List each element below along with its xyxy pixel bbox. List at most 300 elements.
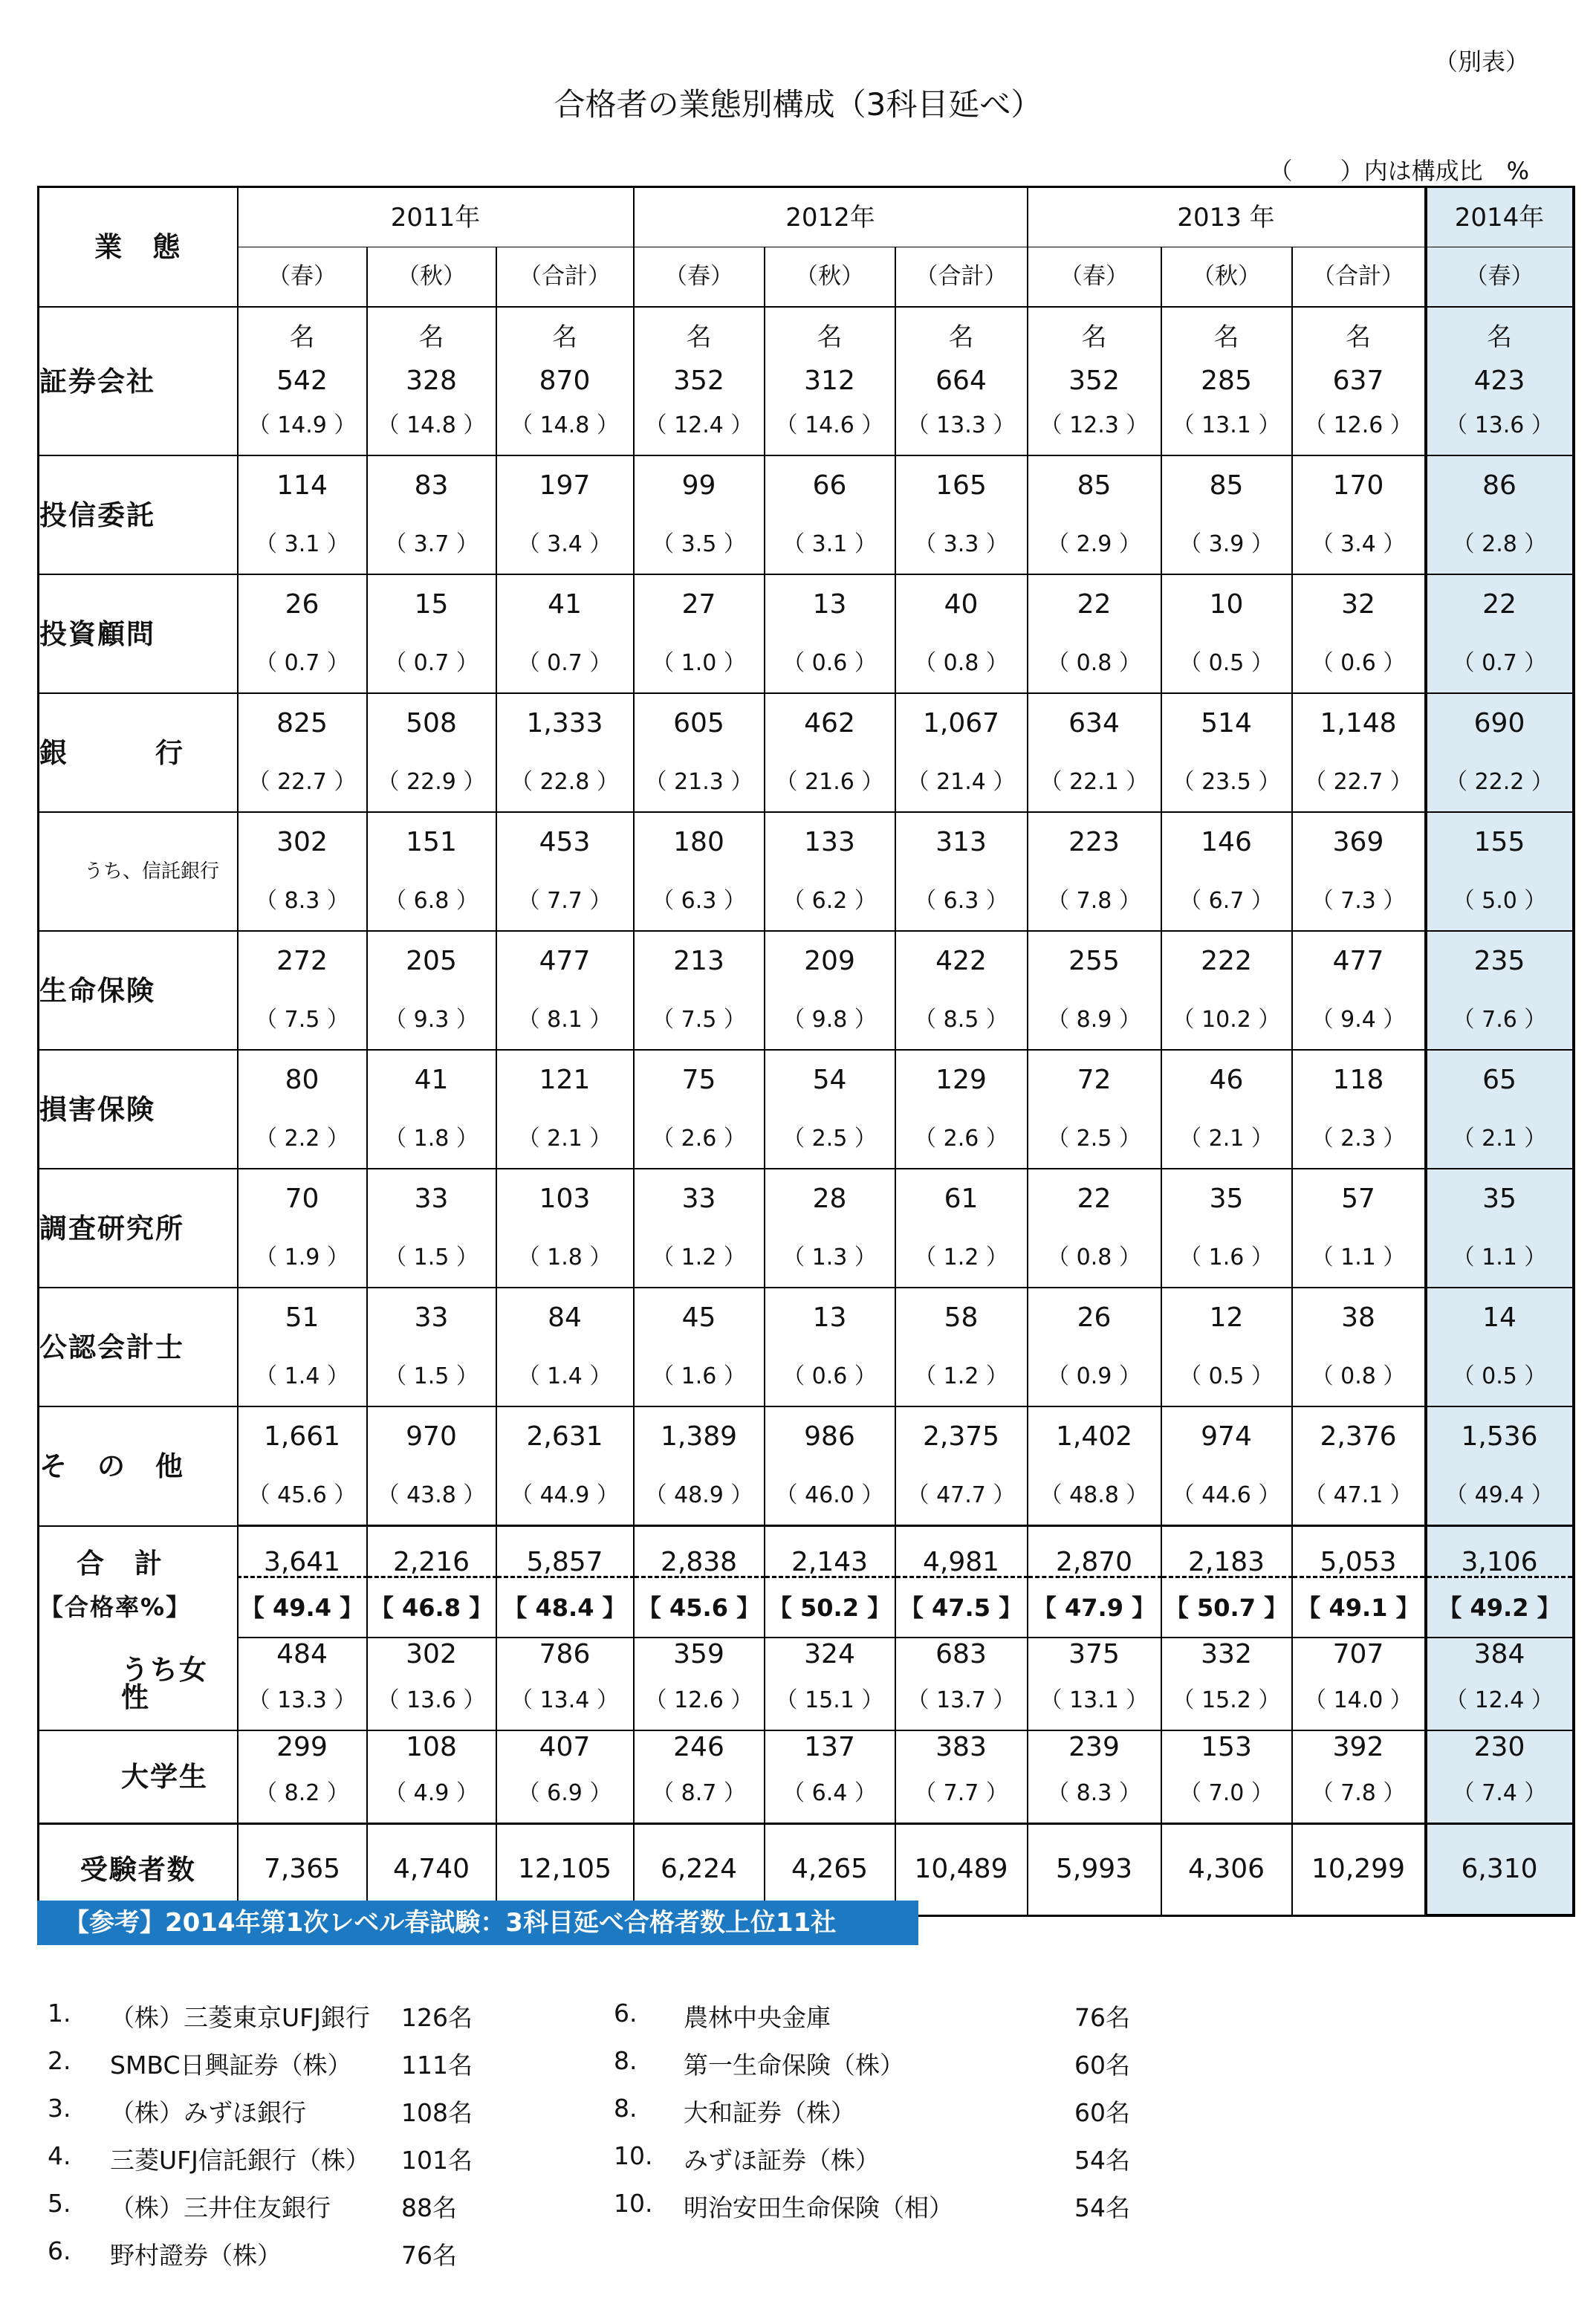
header-season: （合計） [895, 247, 1028, 308]
ratio-value: 0.8 [1340, 1363, 1376, 1389]
value-cell: 299 [238, 1730, 367, 1764]
ratio-value: 3.1 [811, 530, 848, 557]
table-row [39, 455, 1574, 515]
value-cell: 10 [1161, 574, 1292, 634]
value-cell: 197 [496, 455, 634, 515]
category-label: 生命保険 [39, 931, 238, 1050]
reference-title: 【参考】2014年第1次レベル春試験：3科目延べ合格者数上位11社 [37, 1901, 918, 1945]
pass-rate-value: 46.8 [402, 1593, 461, 1622]
ratio-cell: （ 3.1 ） [238, 515, 367, 574]
ratio-value: 14.8 [539, 412, 590, 438]
table-row [39, 931, 1574, 990]
ratio-value: 7.4 [1482, 1779, 1517, 1806]
value-cell: 2,631 [496, 1406, 634, 1466]
ratio-cell: （ 5.0 ） [1426, 872, 1574, 931]
ratio-cell: （ 14.0 ） [1292, 1671, 1426, 1730]
ratio-value: 1.1 [1340, 1244, 1376, 1270]
students-label: 大学生 [39, 1730, 238, 1824]
ratio-cell: （ 0.5 ） [1161, 1347, 1292, 1406]
ratio-cell: （ 8.7 ） [634, 1764, 765, 1824]
table-row [39, 990, 1574, 1050]
ratio-value: 1.2 [943, 1244, 979, 1270]
table-row [39, 187, 1574, 247]
value-cell: 51 [238, 1288, 367, 1347]
value-cell: 1,067 [895, 693, 1028, 753]
ratio-value: 0.7 [1482, 649, 1517, 676]
ratio-cell: （ 12.4 ） [1426, 1671, 1574, 1730]
value-cell: 28 [765, 1169, 895, 1228]
ratio-value: 9.3 [413, 1006, 450, 1033]
table-row [39, 872, 1574, 931]
header-season: （秋） [1161, 247, 1292, 308]
reference-rank: 8. [614, 2094, 638, 2123]
unit-label: 名 [1292, 307, 1426, 366]
value-cell: 41 [367, 1050, 496, 1109]
value-cell: 33 [634, 1169, 765, 1228]
reference-name: 大和証券（株） [684, 2098, 855, 2127]
examinees-cell: 6,310 [1426, 1824, 1574, 1916]
ratio-value: 1.2 [681, 1244, 717, 1270]
header-category: 業 態 [39, 187, 238, 308]
ratio-value: 48.8 [1069, 1481, 1119, 1508]
ratio-cell: （ 1.6 ） [1161, 1228, 1292, 1288]
value-cell: 246 [634, 1730, 765, 1764]
reference-count: 126名 [401, 2003, 473, 2032]
ratio-cell: （ 2.6 ） [634, 1109, 765, 1169]
ratio-cell: （ 2.1 ） [496, 1109, 634, 1169]
table-row [39, 1466, 1574, 1526]
reference-rank: 10. [614, 2141, 653, 2170]
table-row [39, 1406, 1574, 1466]
ratio-value: 1.3 [811, 1244, 848, 1270]
ratio-value: 5.0 [1482, 887, 1517, 914]
value-cell: 392 [1292, 1730, 1426, 1764]
ratio-value: 7.3 [1340, 887, 1376, 914]
table-row [39, 366, 1574, 396]
ratio-value: 9.8 [811, 1006, 848, 1033]
ratio-value: 48.9 [674, 1481, 724, 1508]
ratio-value: 8.5 [943, 1006, 979, 1033]
ratio-cell: （ 10.2 ） [1161, 990, 1292, 1050]
ratio-value: 6.3 [943, 887, 979, 914]
header-season: （春） [1028, 247, 1161, 308]
value-cell: 369 [1292, 812, 1426, 872]
value-cell: 86 [1426, 455, 1574, 515]
value-cell: 462 [765, 693, 895, 753]
category-label: 調査研究所 [39, 1169, 238, 1288]
ratio-cell: （ 13.6 ） [367, 1671, 496, 1730]
table-row [39, 1577, 1574, 1638]
value-cell: 32 [1292, 574, 1426, 634]
ratio-value: 12.6 [674, 1687, 724, 1713]
ratio-value: 46.0 [805, 1481, 854, 1508]
ratio-cell: （ 21.6 ） [765, 753, 895, 812]
table-row [39, 753, 1574, 812]
value-cell: 312 [765, 366, 895, 396]
value-cell: 70 [238, 1169, 367, 1228]
ratio-value: 0.6 [811, 1363, 848, 1389]
ratio-cell: （ 13.7 ） [895, 1671, 1028, 1730]
reference-count: 60名 [1074, 2098, 1130, 2127]
ratio-cell: （ 0.5 ） [1426, 1347, 1574, 1406]
value-cell: 786 [496, 1638, 634, 1671]
reference-count: 76名 [401, 2241, 457, 2270]
value-cell: 38 [1292, 1288, 1426, 1347]
ratio-cell: （ 48.8 ） [1028, 1466, 1161, 1526]
ratio-cell: （ 7.0 ） [1161, 1764, 1292, 1824]
ratio-value: 7.6 [1482, 1006, 1517, 1033]
ratio-cell: （ 48.9 ） [634, 1466, 765, 1526]
ratio-cell: （ 22.9 ） [367, 753, 496, 812]
ratio-value: 13.3 [936, 412, 986, 438]
table-row [39, 1109, 1574, 1169]
header-year: 2013 年 [1028, 187, 1426, 247]
ratio-cell: （ 7.5 ） [634, 990, 765, 1050]
reference-count: 88名 [401, 2193, 457, 2222]
ratio-value: 3.4 [547, 530, 583, 557]
reference-rank: 2. [48, 2046, 71, 2075]
value-cell: 99 [634, 455, 765, 515]
ratio-value: 8.2 [284, 1779, 320, 1806]
ratio-cell: （ 2.8 ） [1426, 515, 1574, 574]
category-label: 投信委託 [39, 455, 238, 574]
ratio-value: 14.9 [277, 412, 327, 438]
ratio-cell: （ 22.7 ） [238, 753, 367, 812]
value-cell: 605 [634, 693, 765, 753]
value-cell: 170 [1292, 455, 1426, 515]
pass-rate-cell: 【 48.4 】 [496, 1577, 634, 1638]
header-year: 2011年 [238, 187, 634, 247]
ratio-cell: （ 2.1 ） [1426, 1109, 1574, 1169]
ratio-value: 0.9 [1076, 1363, 1112, 1389]
ratio-value: 0.6 [1340, 649, 1376, 676]
reference-count: 101名 [401, 2146, 473, 2175]
ratio-value: 13.1 [1069, 1687, 1119, 1713]
unit-label: 名 [765, 307, 895, 366]
ratio-cell: （ 9.4 ） [1292, 990, 1426, 1050]
ratio-cell: （ 22.1 ） [1028, 753, 1161, 812]
examinees-cell: 4,265 [765, 1824, 895, 1916]
value-cell: 477 [496, 931, 634, 990]
pass-rate-value: 48.4 [535, 1593, 594, 1622]
ratio-cell: （ 6.3 ） [634, 872, 765, 931]
value-cell: 15 [367, 574, 496, 634]
ratio-value: 0.6 [811, 649, 848, 676]
unit-note: （ ）内は構成比 % [1268, 157, 1529, 185]
value-cell: 384 [1426, 1638, 1574, 1671]
value-cell: 508 [367, 693, 496, 753]
ratio-value: 7.5 [681, 1006, 717, 1033]
total-cell: 2,143 [765, 1526, 895, 1577]
pass-rate-value: 45.6 [669, 1593, 728, 1622]
ratio-value: 6.3 [681, 887, 717, 914]
examinees-cell: 10,299 [1292, 1824, 1426, 1916]
value-cell: 22 [1426, 574, 1574, 634]
ratio-cell: （ 3.4 ） [1292, 515, 1426, 574]
ratio-value: 8.3 [1076, 1779, 1112, 1806]
value-cell: 12 [1161, 1288, 1292, 1347]
reference-count: 54名 [1074, 2193, 1130, 2222]
value-cell: 146 [1161, 812, 1292, 872]
value-cell: 664 [895, 366, 1028, 396]
ratio-value: 2.8 [1482, 530, 1517, 557]
value-cell: 80 [238, 1050, 367, 1109]
value-cell: 986 [765, 1406, 895, 1466]
ratio-value: 3.7 [413, 530, 450, 557]
unit-label: 名 [238, 307, 367, 366]
ratio-value: 13.4 [539, 1687, 590, 1713]
ratio-cell: （ 15.2 ） [1161, 1671, 1292, 1730]
ratio-value: 7.5 [284, 1006, 320, 1033]
ratio-value: 22.9 [406, 768, 456, 795]
ratio-cell: （ 8.1 ） [496, 990, 634, 1050]
ratio-cell: （ 44.9 ） [496, 1466, 634, 1526]
ratio-cell: （ 13.1 ） [1028, 1671, 1161, 1730]
reference-name: SMBC日興証券（株） [110, 2051, 352, 2080]
pass-rate-cell: 【 49.4 】 [238, 1577, 367, 1638]
ratio-value: 1.6 [681, 1363, 717, 1389]
ratio-value: 7.7 [547, 887, 583, 914]
ratio-value: 0.5 [1208, 1363, 1245, 1389]
table-row [39, 1050, 1574, 1109]
reference-count: 60名 [1074, 2051, 1130, 2080]
header-season: （秋） [367, 247, 496, 308]
pass-rate-cell: 【 50.7 】 [1161, 1577, 1292, 1638]
table-row [39, 1526, 1574, 1577]
ratio-value: 6.4 [811, 1779, 848, 1806]
value-cell: 223 [1028, 812, 1161, 872]
ratio-cell: （ 0.9 ） [1028, 1347, 1161, 1406]
value-cell: 114 [238, 455, 367, 515]
ratio-cell: （ 13.3 ） [895, 396, 1028, 455]
value-cell: 542 [238, 366, 367, 396]
examinees-cell: 6,224 [634, 1824, 765, 1916]
ratio-value: 2.6 [943, 1125, 979, 1152]
pass-rate-cell: 【 47.5 】 [895, 1577, 1028, 1638]
ratio-cell: （ 45.6 ） [238, 1466, 367, 1526]
ratio-value: 2.1 [1208, 1125, 1245, 1152]
ratio-value: 2.9 [1076, 530, 1112, 557]
ratio-value: 2.1 [1482, 1125, 1517, 1152]
ratio-cell: （ 13.1 ） [1161, 396, 1292, 455]
ratio-cell: （ 1.4 ） [238, 1347, 367, 1406]
value-cell: 103 [496, 1169, 634, 1228]
ratio-value: 9.4 [1340, 1006, 1376, 1033]
ratio-cell: （ 3.7 ） [367, 515, 496, 574]
header-year: 2014年 [1426, 187, 1574, 247]
ratio-cell: （ 0.8 ） [895, 634, 1028, 693]
ratio-value: 1.4 [284, 1363, 320, 1389]
pass-rate-value: 49.1 [1329, 1593, 1388, 1622]
value-cell: 137 [765, 1730, 895, 1764]
category-label: 損害保険 [39, 1050, 238, 1169]
ratio-cell: （ 0.5 ） [1161, 634, 1292, 693]
ratio-cell: （ 6.3 ） [895, 872, 1028, 931]
pass-rate-value: 49.2 [1470, 1593, 1529, 1622]
ratio-cell: （ 2.5 ） [1028, 1109, 1161, 1169]
ratio-value: 22.7 [1333, 768, 1383, 795]
ratio-value: 22.1 [1069, 768, 1119, 795]
value-cell: 324 [765, 1638, 895, 1671]
value-cell: 2,376 [1292, 1406, 1426, 1466]
unit-label: 名 [1161, 307, 1292, 366]
ratio-value: 22.7 [277, 768, 327, 795]
ratio-cell: （ 1.5 ） [367, 1228, 496, 1288]
table-row [39, 574, 1574, 634]
ratio-value: 22.8 [539, 768, 590, 795]
value-cell: 383 [895, 1730, 1028, 1764]
reference-name: 第一生命保険（株） [684, 2051, 904, 2080]
ratio-cell: （ 44.6 ） [1161, 1466, 1292, 1526]
value-cell: 22 [1028, 574, 1161, 634]
value-cell: 83 [367, 455, 496, 515]
ratio-value: 1.5 [413, 1244, 450, 1270]
ratio-cell: （ 8.9 ） [1028, 990, 1161, 1050]
total-cell: 5,857 [496, 1526, 634, 1577]
value-cell: 108 [367, 1730, 496, 1764]
ratio-value: 2.3 [1340, 1125, 1376, 1152]
value-cell: 35 [1161, 1169, 1292, 1228]
ratio-cell: （ 1.4 ） [496, 1347, 634, 1406]
value-cell: 22 [1028, 1169, 1161, 1228]
unit-label: 名 [1426, 307, 1574, 366]
ratio-cell: （ 46.0 ） [765, 1466, 895, 1526]
ratio-cell: （ 1.6 ） [634, 1347, 765, 1406]
ratio-cell: （ 2.9 ） [1028, 515, 1161, 574]
total-cell: 3,641 [238, 1526, 367, 1577]
ratio-cell: （ 0.7 ） [1426, 634, 1574, 693]
value-cell: 1,333 [496, 693, 634, 753]
reference-rank: 6. [48, 2236, 71, 2265]
reference-name: みずほ証券（株） [684, 2146, 880, 2175]
women-label: うち女 性 [39, 1638, 238, 1730]
ratio-value: 2.6 [681, 1125, 717, 1152]
pass-rate-cell: 【 49.2 】 [1426, 1577, 1574, 1638]
ratio-cell: （ 47.7 ） [895, 1466, 1028, 1526]
total-cell: 2,870 [1028, 1526, 1161, 1577]
value-cell: 707 [1292, 1638, 1426, 1671]
ratio-value: 13.7 [936, 1687, 986, 1713]
value-cell: 14 [1426, 1288, 1574, 1347]
value-cell: 205 [367, 931, 496, 990]
ratio-cell: （ 12.4 ） [634, 396, 765, 455]
examinees-label: 受験者数 [39, 1824, 238, 1916]
value-cell: 40 [895, 574, 1028, 634]
ratio-cell: （ 8.2 ） [238, 1764, 367, 1824]
reference-rank: 5. [48, 2189, 71, 2218]
total-cell: 5,053 [1292, 1526, 1426, 1577]
reference-name: 三菱UFJ信託銀行（株） [110, 2146, 370, 2175]
ratio-value: 0.7 [413, 649, 450, 676]
ratio-cell: （ 14.8 ） [367, 396, 496, 455]
ratio-cell: （ 6.4 ） [765, 1764, 895, 1824]
ratio-cell: （ 49.4 ） [1426, 1466, 1574, 1526]
value-cell: 41 [496, 574, 634, 634]
value-cell: 180 [634, 812, 765, 872]
value-cell: 35 [1426, 1169, 1574, 1228]
examinees-cell: 7,365 [238, 1824, 367, 1916]
table-row [39, 247, 1574, 308]
table-row [39, 1347, 1574, 1406]
value-cell: 477 [1292, 931, 1426, 990]
pass-rate-cell: 【 50.2 】 [765, 1577, 895, 1638]
ratio-cell: （ 9.8 ） [765, 990, 895, 1050]
ratio-cell: （ 7.8 ） [1292, 1764, 1426, 1824]
value-cell: 66 [765, 455, 895, 515]
ratio-cell: （ 12.3 ） [1028, 396, 1161, 455]
ratio-value: 8.3 [284, 887, 320, 914]
ratio-value: 2.1 [547, 1125, 583, 1152]
examinees-cell: 12,105 [496, 1824, 634, 1916]
ratio-value: 44.9 [539, 1481, 590, 1508]
value-cell: 453 [496, 812, 634, 872]
pass-rate-label: 【合格率%】 [39, 1577, 238, 1638]
ratio-value: 8.9 [1076, 1006, 1112, 1033]
ratio-value: 12.3 [1069, 412, 1119, 438]
ratio-value: 4.9 [413, 1779, 450, 1806]
ratio-value: 2.2 [284, 1125, 320, 1152]
ratio-cell: （ 7.7 ） [895, 1764, 1028, 1824]
examinees-cell: 4,306 [1161, 1824, 1292, 1916]
table-row [39, 1764, 1574, 1824]
value-cell: 153 [1161, 1730, 1292, 1764]
ratio-cell: （ 1.8 ） [496, 1228, 634, 1288]
value-cell: 57 [1292, 1169, 1426, 1228]
reference-count: 54名 [1074, 2146, 1130, 2175]
ratio-cell: （ 22.8 ） [496, 753, 634, 812]
reference-name: （株）三井住友銀行 [110, 2193, 331, 2222]
ratio-cell: （ 3.5 ） [634, 515, 765, 574]
ratio-cell: （ 0.6 ） [765, 634, 895, 693]
value-cell: 313 [895, 812, 1028, 872]
value-cell: 13 [765, 1288, 895, 1347]
ratio-value: 0.8 [943, 649, 979, 676]
ratio-cell: （ 6.8 ） [367, 872, 496, 931]
value-cell: 84 [496, 1288, 634, 1347]
ratio-cell: （ 1.0 ） [634, 634, 765, 693]
ratio-value: 43.8 [406, 1481, 456, 1508]
pass-rate-value: 47.5 [932, 1593, 990, 1622]
reference-rank: 3. [48, 2094, 71, 2123]
ratio-value: 15.2 [1201, 1687, 1251, 1713]
total-cell: 2,216 [367, 1526, 496, 1577]
value-cell: 129 [895, 1050, 1028, 1109]
value-cell: 209 [765, 931, 895, 990]
ratio-value: 49.4 [1474, 1481, 1525, 1508]
ratio-cell: （ 3.9 ） [1161, 515, 1292, 574]
ratio-cell: （ 1.3 ） [765, 1228, 895, 1288]
value-cell: 75 [634, 1050, 765, 1109]
pass-rate-cell: 【 46.8 】 [367, 1577, 496, 1638]
ratio-value: 6.7 [1208, 887, 1245, 914]
ratio-value: 14.0 [1333, 1687, 1383, 1713]
value-cell: 155 [1426, 812, 1574, 872]
ratio-cell: （ 0.8 ） [1292, 1347, 1426, 1406]
ratio-value: 3.9 [1208, 530, 1245, 557]
value-cell: 375 [1028, 1638, 1161, 1671]
unit-label: 名 [895, 307, 1028, 366]
value-cell: 65 [1426, 1050, 1574, 1109]
ratio-value: 3.1 [284, 530, 320, 557]
ratio-cell: （ 8.5 ） [895, 990, 1028, 1050]
table-row [39, 1228, 1574, 1288]
value-cell: 825 [238, 693, 367, 753]
value-cell: 1,536 [1426, 1406, 1574, 1466]
ratio-value: 0.8 [1076, 649, 1112, 676]
ratio-cell: （ 23.5 ） [1161, 753, 1292, 812]
ratio-cell: （ 7.7 ） [496, 872, 634, 931]
category-label: 銀 行 [39, 693, 238, 812]
